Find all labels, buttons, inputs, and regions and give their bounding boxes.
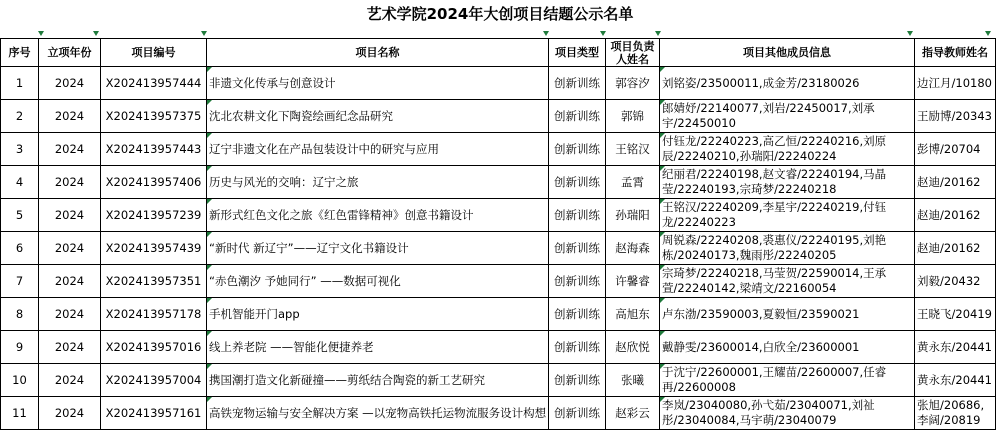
col-header-project-id[interactable]: 项目编号 (101, 39, 207, 67)
cell-project-type[interactable]: 创新训练 (549, 199, 606, 232)
cell-index[interactable]: 10 (1, 364, 39, 397)
col-header-year[interactable]: 立项年份 (39, 39, 101, 67)
cell-project-name[interactable]: 沈北农耕文化下陶瓷绘画纪念品研究 (207, 100, 549, 133)
table-row (1, 100, 996, 133)
table-row (1, 166, 996, 199)
col-header-index[interactable]: 序号 (1, 39, 39, 67)
cell-project-name[interactable]: “新时代 新辽宁”——辽宁文化书籍设计 (207, 232, 549, 265)
cell-year[interactable]: 2024 (39, 133, 101, 166)
cell-project-name[interactable]: 历史与风光的交响：辽宁之旅 (207, 166, 549, 199)
cell-project-type[interactable]: 创新训练 (549, 298, 606, 331)
cell-members[interactable]: 于沈宁/22600001,王耀苗/22600007,任睿再/22600008 (660, 364, 915, 397)
cell-year[interactable]: 2024 (39, 232, 101, 265)
cell-year[interactable]: 2024 (39, 100, 101, 133)
cell-members[interactable]: 戴静雯/23600014,白欣全/23600001 (660, 331, 915, 364)
cell-project-id[interactable]: X202413957375 (101, 100, 207, 133)
cell-index[interactable]: 7 (1, 265, 39, 298)
cell-index[interactable]: 5 (1, 199, 39, 232)
cell-project-id[interactable]: X202413957406 (101, 166, 207, 199)
cell-project-type[interactable]: 创新训练 (549, 133, 606, 166)
cell-leader[interactable]: 孙瑞阳 (606, 199, 660, 232)
cell-members[interactable]: 王铭汉/22240209,李星宇/22240219,付钰龙/22240223 (660, 199, 915, 232)
cell-leader[interactable]: 赵彩云 (606, 397, 660, 430)
cell-index[interactable]: 8 (1, 298, 39, 331)
cell-project-type[interactable]: 创新训练 (549, 67, 606, 100)
cell-advisor[interactable]: 赵迪/20162 (915, 232, 996, 265)
cell-members[interactable]: 纪丽君/22240198,赵文睿/22240194,马晶莹/22240193,宗琦梦/22240218 (660, 166, 915, 199)
cell-leader[interactable]: 郭容汐 (606, 67, 660, 100)
filter-dropdown-icon[interactable] (983, 30, 994, 38)
cell-year[interactable]: 2024 (39, 364, 101, 397)
table-row (1, 364, 996, 397)
cell-advisor[interactable]: 赵迪/20162 (915, 166, 996, 199)
cell-leader[interactable]: 孟霄 (606, 166, 660, 199)
header-row (1, 39, 996, 67)
cell-members[interactable]: 郎婧妤/22140077,刘岩/22450017,刘承宇/22450010 (660, 100, 915, 133)
cell-project-id[interactable]: X202413957004 (101, 364, 207, 397)
table-row (1, 298, 996, 331)
cell-year[interactable]: 2024 (39, 331, 101, 364)
cell-members[interactable]: 李岚/23040080,孙弋茹/23040071,刘祉彤/23040084,马宇萌/23040079 (660, 397, 915, 430)
cell-project-type[interactable]: 创新训练 (549, 331, 606, 364)
title-row (0, 0, 1000, 29)
cell-members[interactable]: 卢东渤/23590003,夏毅恒/23590021 (660, 298, 915, 331)
cell-index[interactable]: 9 (1, 331, 39, 364)
cell-index[interactable]: 6 (1, 232, 39, 265)
table-row (1, 232, 996, 265)
cell-year[interactable]: 2024 (39, 199, 101, 232)
filter-dropdown-icon[interactable] (91, 30, 102, 38)
project-table (0, 38, 996, 430)
col-header-members[interactable]: 项目其他成员信息 (660, 39, 915, 67)
filter-dropdown-icon[interactable] (905, 30, 916, 38)
cell-project-id[interactable]: X202413957444 (101, 67, 207, 100)
cell-leader[interactable]: 张曦 (606, 364, 660, 397)
cell-advisor[interactable]: 赵迪/20162 (915, 199, 996, 232)
cell-project-id[interactable]: X202413957161 (101, 397, 207, 430)
cell-year[interactable]: 2024 (39, 166, 101, 199)
cell-project-type[interactable]: 创新训练 (549, 364, 606, 397)
col-header-project-type[interactable]: 项目类型 (549, 39, 606, 67)
cell-advisor[interactable]: 刘毅/20432 (915, 265, 996, 298)
cell-project-name[interactable]: 携国潮打造文化新碰撞——剪纸结合陶瓷的新工艺研究 (207, 364, 549, 397)
cell-advisor[interactable]: 边江月/10180 (915, 67, 996, 100)
filter-dropdown-icon[interactable] (36, 30, 47, 38)
cell-leader[interactable]: 赵欣悦 (606, 331, 660, 364)
cell-index[interactable]: 4 (1, 166, 39, 199)
cell-year[interactable]: 2024 (39, 67, 101, 100)
cell-project-name[interactable]: 辽宁非遗文化在产品包装设计中的研究与应用 (207, 133, 549, 166)
cell-index[interactable]: 3 (1, 133, 39, 166)
table-row (1, 331, 996, 364)
cell-project-id[interactable]: X202413957351 (101, 265, 207, 298)
cell-members[interactable]: 付钰龙/22240223,高乙恒/22240216,刘原辰/22240210,孙瑞阳/22240224 (660, 133, 915, 166)
cell-leader[interactable]: 高旭东 (606, 298, 660, 331)
cell-project-type[interactable]: 创新训练 (549, 232, 606, 265)
cell-members[interactable]: 宗琦梦/22240218,马莹贺/22590014,王承萱/22240142,梁靖文/22160054 (660, 265, 915, 298)
sheet-title: 艺术学院2024年大创项目结题公示名单 (366, 5, 634, 23)
cell-project-name[interactable]: 新形式红色文化之旅《红色雷锋精神》创意书籍设计 (207, 199, 549, 232)
filter-dropdown-icon[interactable] (653, 30, 664, 38)
col-header-project-name[interactable]: 项目名称 (207, 39, 549, 67)
cell-index[interactable]: 11 (1, 397, 39, 430)
filter-dropdown-icon[interactable] (541, 30, 552, 38)
cell-advisor[interactable]: 黄永东/20441 (915, 364, 996, 397)
cell-advisor[interactable]: 张旭/20686,李阔/20819 (915, 397, 996, 430)
cell-year[interactable]: 2024 (39, 298, 101, 331)
table-row (1, 397, 996, 430)
table-row (1, 133, 996, 166)
table-row (1, 199, 996, 232)
table-row (1, 265, 996, 298)
table-row (1, 67, 996, 100)
cell-project-type[interactable]: 创新训练 (549, 100, 606, 133)
cell-project-id[interactable]: X202413957443 (101, 133, 207, 166)
cell-project-type[interactable]: 创新训练 (549, 265, 606, 298)
cell-advisor[interactable]: 彭博/20704 (915, 133, 996, 166)
cell-advisor[interactable]: 王励博/20343 (915, 100, 996, 133)
cell-leader[interactable]: 郭锦 (606, 100, 660, 133)
cell-advisor[interactable]: 王晓飞/20419 (915, 298, 996, 331)
cell-project-type[interactable]: 创新训练 (549, 397, 606, 430)
cell-project-id[interactable]: X202413957439 (101, 232, 207, 265)
col-header-advisor[interactable]: 指导教师姓名 (915, 39, 996, 67)
cell-project-id[interactable]: X202413957178 (101, 298, 207, 331)
filter-dropdown-icon[interactable] (598, 30, 609, 38)
cell-members[interactable]: 刘铭姿/23500011,成金芳/23180026 (660, 67, 915, 100)
cell-project-id[interactable]: X202413957016 (101, 331, 207, 364)
cell-project-name[interactable]: 手机智能开门app (207, 298, 549, 331)
cell-index[interactable]: 2 (1, 100, 39, 133)
cell-advisor[interactable]: 黄永东/20441 (915, 331, 996, 364)
cell-year[interactable]: 2024 (39, 265, 101, 298)
cell-leader[interactable]: 赵海森 (606, 232, 660, 265)
cell-project-id[interactable]: X202413957239 (101, 199, 207, 232)
cell-leader[interactable]: 许馨睿 (606, 265, 660, 298)
cell-project-name[interactable]: 线上养老院 ——智能化便捷养老 (207, 331, 549, 364)
cell-members[interactable]: 周锐森/22240208,裘惠仪/22240195,刘艳栋/20240173,魏雨彤/22240205 (660, 232, 915, 265)
col-header-leader[interactable]: 项目负责人姓名 (606, 39, 660, 67)
cell-year[interactable]: 2024 (39, 397, 101, 430)
cell-project-name[interactable]: 高铁宠物运输与安全解决方案 —以宠物高铁托运物流服务设计构想 (207, 397, 549, 430)
cell-leader[interactable]: 王铭汉 (606, 133, 660, 166)
cell-project-name[interactable]: “赤色潮汐 予她同行” ——数据可视化 (207, 265, 549, 298)
cell-project-name[interactable]: 非遗文化传承与创意设计 (207, 67, 549, 100)
filter-dropdown-icon[interactable] (199, 30, 210, 38)
cell-project-type[interactable]: 创新训练 (549, 166, 606, 199)
cell-index[interactable]: 1 (1, 67, 39, 100)
